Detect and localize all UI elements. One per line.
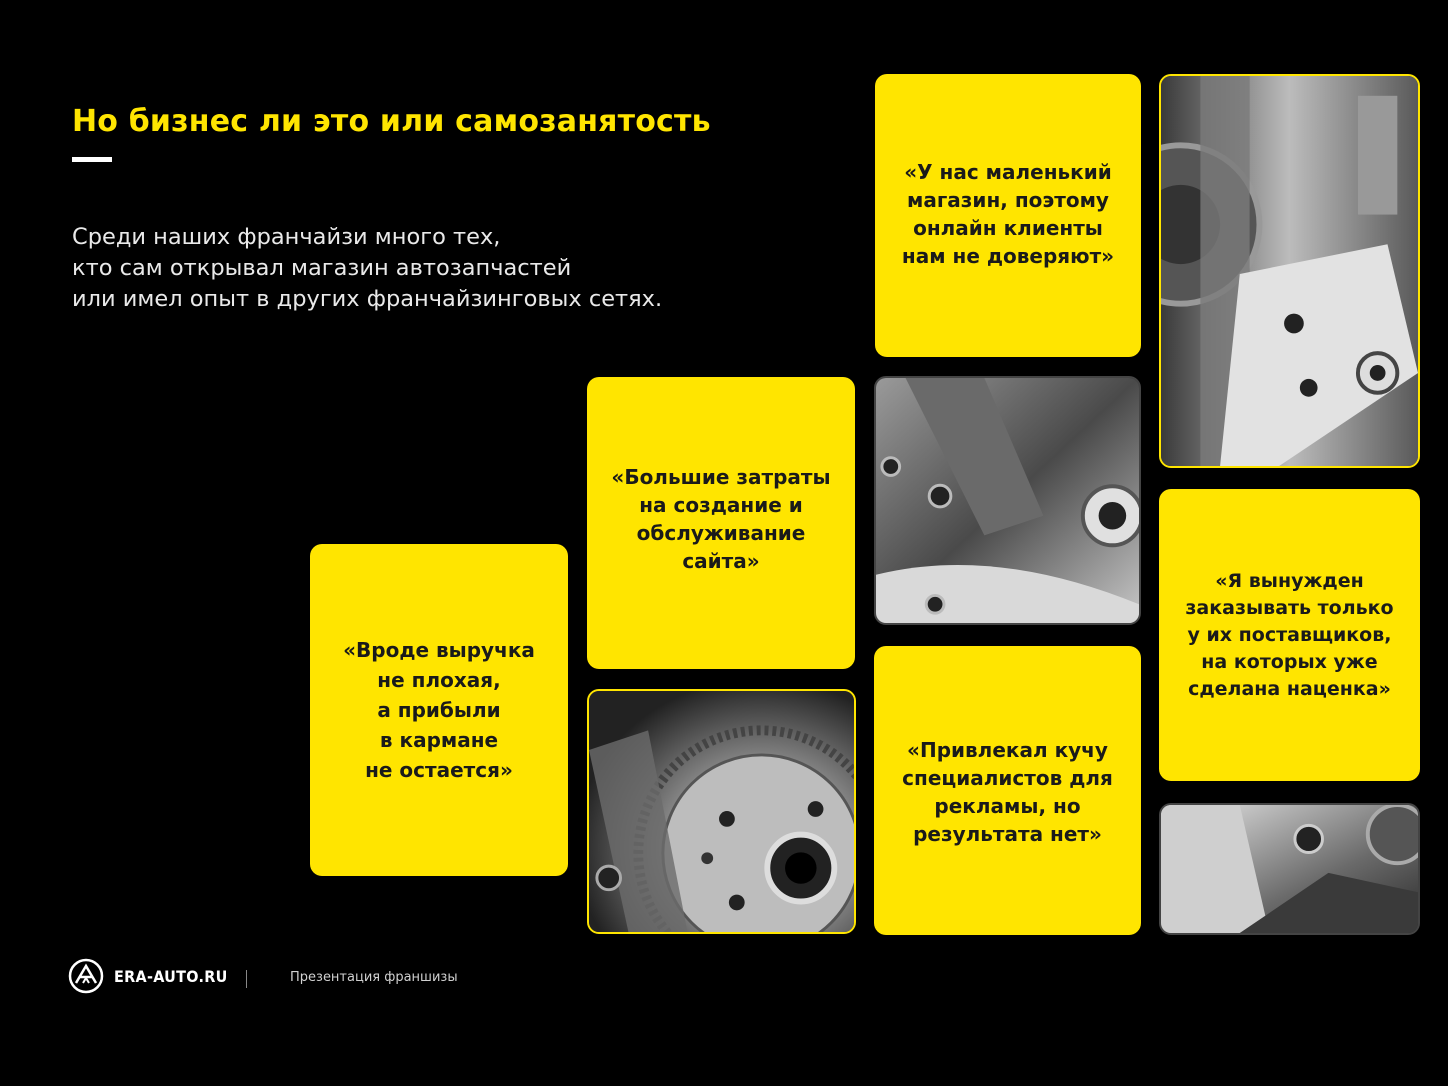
- quote-line: рекламы, но: [934, 794, 1081, 818]
- quote-line: у их поставщиков,: [1187, 623, 1392, 646]
- quote-line: в кармане: [379, 728, 499, 752]
- engine-photo-pulley: [1159, 74, 1420, 468]
- quote-card-small-store: [875, 74, 1141, 357]
- quote-line: «У нас маленький: [904, 160, 1112, 184]
- quote-card-revenue: [310, 544, 568, 876]
- quote-card-advertising: [874, 646, 1141, 935]
- quote-line: «Я вынужден: [1215, 569, 1364, 592]
- quote-line: результата нет»: [913, 822, 1102, 846]
- quote-line: не плохая,: [377, 668, 501, 692]
- quote-line: сайта»: [682, 549, 760, 573]
- quote-line: а прибыли: [377, 698, 501, 722]
- engine-photo-flywheel: [587, 689, 856, 934]
- quote-card-suppliers: [1159, 489, 1420, 781]
- intro-text: [72, 222, 752, 315]
- engine-photo-detail: [1159, 803, 1420, 935]
- quote-line: не остается»: [365, 758, 513, 782]
- footer-caption: Презентация франшизы: [290, 970, 458, 985]
- intro-line: Среди наших франчайзи много тех,: [72, 224, 501, 250]
- intro-line: или имел опыт в других франчайзинговых сетях.: [72, 286, 663, 312]
- page-title: Но бизнес ли это или самозанятость: [72, 104, 711, 139]
- quote-line: онлайн клиенты: [913, 216, 1103, 240]
- quote-card-website-costs: [587, 377, 855, 669]
- quote-line: на создание и: [639, 493, 803, 517]
- quote-line: «Привлекал кучу: [907, 738, 1108, 762]
- quote-line: «Вроде выручка: [343, 638, 535, 662]
- quote-line: «Большие затраты: [611, 465, 831, 489]
- quote-line: заказывать только: [1185, 596, 1394, 619]
- quote-text: [343, 635, 535, 785]
- quote-line: обслуживание: [636, 521, 806, 545]
- era-logo-icon: [68, 958, 104, 994]
- quote-line: магазин, поэтому: [907, 188, 1109, 212]
- quote-line: на которых уже: [1201, 650, 1378, 673]
- quote-line: специалистов для: [902, 766, 1113, 790]
- logo-text: ERA-AUTO.RU: [114, 966, 228, 986]
- title-underline: [72, 157, 112, 162]
- quote-line: нам не доверяют»: [901, 244, 1115, 268]
- engine-photo-block: [874, 376, 1141, 625]
- footer-separator: [246, 970, 247, 988]
- quote-text: [1185, 568, 1393, 703]
- quote-text: [902, 736, 1113, 848]
- footer-logo[interactable]: [68, 956, 228, 996]
- quote-line: сделана наценка»: [1188, 677, 1391, 700]
- quote-text: [902, 158, 1114, 270]
- quote-text: [611, 463, 830, 575]
- intro-line: кто сам открывал магазин автозапчастей: [72, 255, 572, 281]
